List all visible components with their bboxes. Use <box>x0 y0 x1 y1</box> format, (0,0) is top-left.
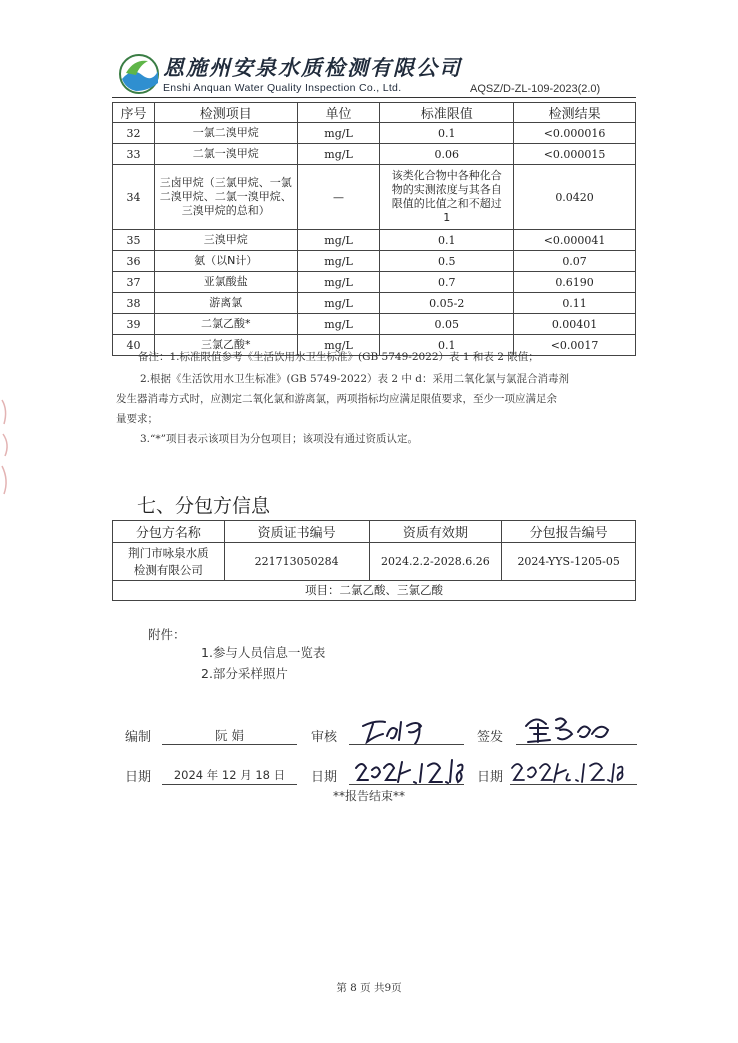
row-item: 三氯乙酸* <box>154 335 297 356</box>
page-number: 第 8 页 共9页 <box>336 982 402 994</box>
table-row <box>113 543 636 581</box>
issue-date-underline <box>510 784 637 785</box>
row-result: <0.000016 <box>514 123 636 144</box>
subcontract-table <box>112 520 636 601</box>
review-date-handwritten-icon <box>352 752 467 788</box>
column-header: 单位 <box>297 103 380 123</box>
row-no: 40 <box>113 335 155 356</box>
row-item: 二氯一溴甲烷 <box>154 144 297 165</box>
header-divider <box>112 97 636 98</box>
row-result: 0.0420 <box>514 165 636 230</box>
row-unit: mg/L <box>297 251 380 272</box>
column-header: 分包报告编号 <box>502 521 636 543</box>
row-no: 33 <box>113 144 155 165</box>
row-result: 0.07 <box>514 251 636 272</box>
validity-period: 2024.2.2-2028.6.26 <box>369 543 502 581</box>
row-limit: 0.7 <box>380 272 514 293</box>
column-header: 资质有效期 <box>369 521 502 543</box>
row-unit: mg/L <box>297 144 380 165</box>
row-no: 37 <box>113 272 155 293</box>
table-row <box>113 230 636 251</box>
attachments-title: 附件： <box>148 627 186 642</box>
row-unit: mg/L <box>297 230 380 251</box>
table-row <box>113 251 636 272</box>
row-item: 二氯乙酸* <box>154 314 297 335</box>
table-row <box>113 272 636 293</box>
attachment-item: 1.参与人员信息一览表 <box>201 645 326 660</box>
row-limit: 0.1 <box>380 123 514 144</box>
row-limit: 0.5 <box>380 251 514 272</box>
note-line-2b: 发生器消毒方式时，应测定二氧化氯和游离氯，两项指标均应满足限值要求，至少一项应满足余 <box>116 393 557 405</box>
subcontractor-name-line-1: 荆门市咏泉水质 <box>128 545 209 560</box>
row-unit: mg/L <box>297 335 380 356</box>
table-row <box>113 144 636 165</box>
column-header: 序号 <box>113 103 155 123</box>
subcontract-report-number: 2024-YYS-1205-05 <box>502 543 636 581</box>
row-result: <0.000015 <box>514 144 636 165</box>
row-item: 游离氯 <box>154 293 297 314</box>
issue-underline <box>516 744 637 745</box>
report-end-mark: **报告结束** <box>332 789 405 803</box>
note-line-2c: 量要求； <box>116 413 158 425</box>
row-item: 亚氯酸盐 <box>154 272 297 293</box>
row-limit: 0.1 <box>380 230 514 251</box>
section-title: 七、分包方信息 <box>137 495 271 517</box>
subcontract-project: 项目：二氯乙酸、三氯乙酸 <box>113 581 636 601</box>
issue-date-handwritten-icon <box>508 756 628 784</box>
row-limit: 0.1 <box>380 335 514 356</box>
compile-date: 2024 年 12 月 18 日 <box>173 768 286 782</box>
review-date-underline <box>349 784 464 785</box>
table-header-row <box>113 521 636 543</box>
row-no: 38 <box>113 293 155 314</box>
row-unit: mg/L <box>297 123 380 144</box>
row-unit: mg/L <box>297 314 380 335</box>
row-no: 36 <box>113 251 155 272</box>
note-line-3: 3.“*”项目表示该项目为分包项目；该项没有通过资质认定。 <box>140 433 419 445</box>
table-header-row <box>113 103 636 123</box>
subcontractor-name-line-2: 检测有限公司 <box>133 562 203 577</box>
row-item: 氨（以N计） <box>154 251 297 272</box>
row-item: 一氯二溴甲烷 <box>154 123 297 144</box>
column-header: 资质证书编号 <box>224 521 369 543</box>
row-no: 34 <box>113 165 155 230</box>
row-result: 0.11 <box>514 293 636 314</box>
compile-underline <box>162 744 297 745</box>
compile-date-label: 日期 <box>125 770 152 785</box>
row-limit: 0.05 <box>380 314 514 335</box>
row-limit: 0.06 <box>380 144 514 165</box>
issue-date-label: 日期 <box>477 770 504 785</box>
compile-label: 编制 <box>125 730 152 745</box>
row-unit: — <box>297 165 380 230</box>
company-logo-icon <box>118 53 160 95</box>
row-limit: 0.05-2 <box>380 293 514 314</box>
table-row <box>113 123 636 144</box>
issuer-signature-icon <box>520 712 620 744</box>
table-row <box>113 293 636 314</box>
issue-label: 签发 <box>477 730 504 745</box>
column-header: 分包方名称 <box>113 521 225 543</box>
column-header: 标准限值 <box>380 103 514 123</box>
seal-edge-icon <box>0 390 18 510</box>
row-item: 三卤甲烷（三氯甲烷、一氯二溴甲烷、二氯一溴甲烷、三溴甲烷的总和） <box>154 165 297 230</box>
attachment-item: 2.部分采样照片 <box>201 666 288 681</box>
row-result: 0.6190 <box>514 272 636 293</box>
review-underline <box>349 744 464 745</box>
column-header: 检测结果 <box>514 103 636 123</box>
results-table <box>112 102 636 356</box>
note-line-1: 备注：1.标准限值参考《生活饮用水卫生标准》(GB 5749-2022）表 1 和表 2 限值； <box>138 351 539 363</box>
row-result: <0.000041 <box>514 230 636 251</box>
table-row <box>113 581 636 601</box>
review-date-label: 日期 <box>311 770 338 785</box>
row-item: 三溴甲烷 <box>154 230 297 251</box>
reviewer-signature-icon <box>355 716 435 746</box>
company-name-cn: 恩施州安泉水质检测有限公司 <box>163 56 462 80</box>
row-no: 32 <box>113 123 155 144</box>
table-row <box>113 314 636 335</box>
compiler-name: 阮 娟 <box>215 728 244 743</box>
row-unit: mg/L <box>297 293 380 314</box>
row-no: 35 <box>113 230 155 251</box>
row-no: 39 <box>113 314 155 335</box>
company-name-en: Enshi Anquan Water Quality Inspection Co., Ltd. <box>163 82 402 94</box>
compile-date-underline <box>162 784 297 785</box>
row-unit: mg/L <box>297 272 380 293</box>
row-result: 0.00401 <box>514 314 636 335</box>
row-result: <0.0017 <box>514 335 636 356</box>
review-label: 审核 <box>311 730 338 745</box>
subcontractor-name <box>113 543 225 581</box>
document-code: AQSZ/D-ZL-109-2023(2.0) <box>470 83 601 95</box>
table-row <box>113 165 636 230</box>
column-header: 检测项目 <box>154 103 297 123</box>
row-limit: 该类化合物中各种化合物的实测浓度与其各自限值的比值之和不超过1 <box>380 165 514 230</box>
note-line-2a: 2.根据《生活饮用水卫生标准》(GB 5749-2022）表 2 中 d：采用二氧化氯与氯混合消毒剂 <box>140 373 569 385</box>
cert-number: 221713050284 <box>224 543 369 581</box>
